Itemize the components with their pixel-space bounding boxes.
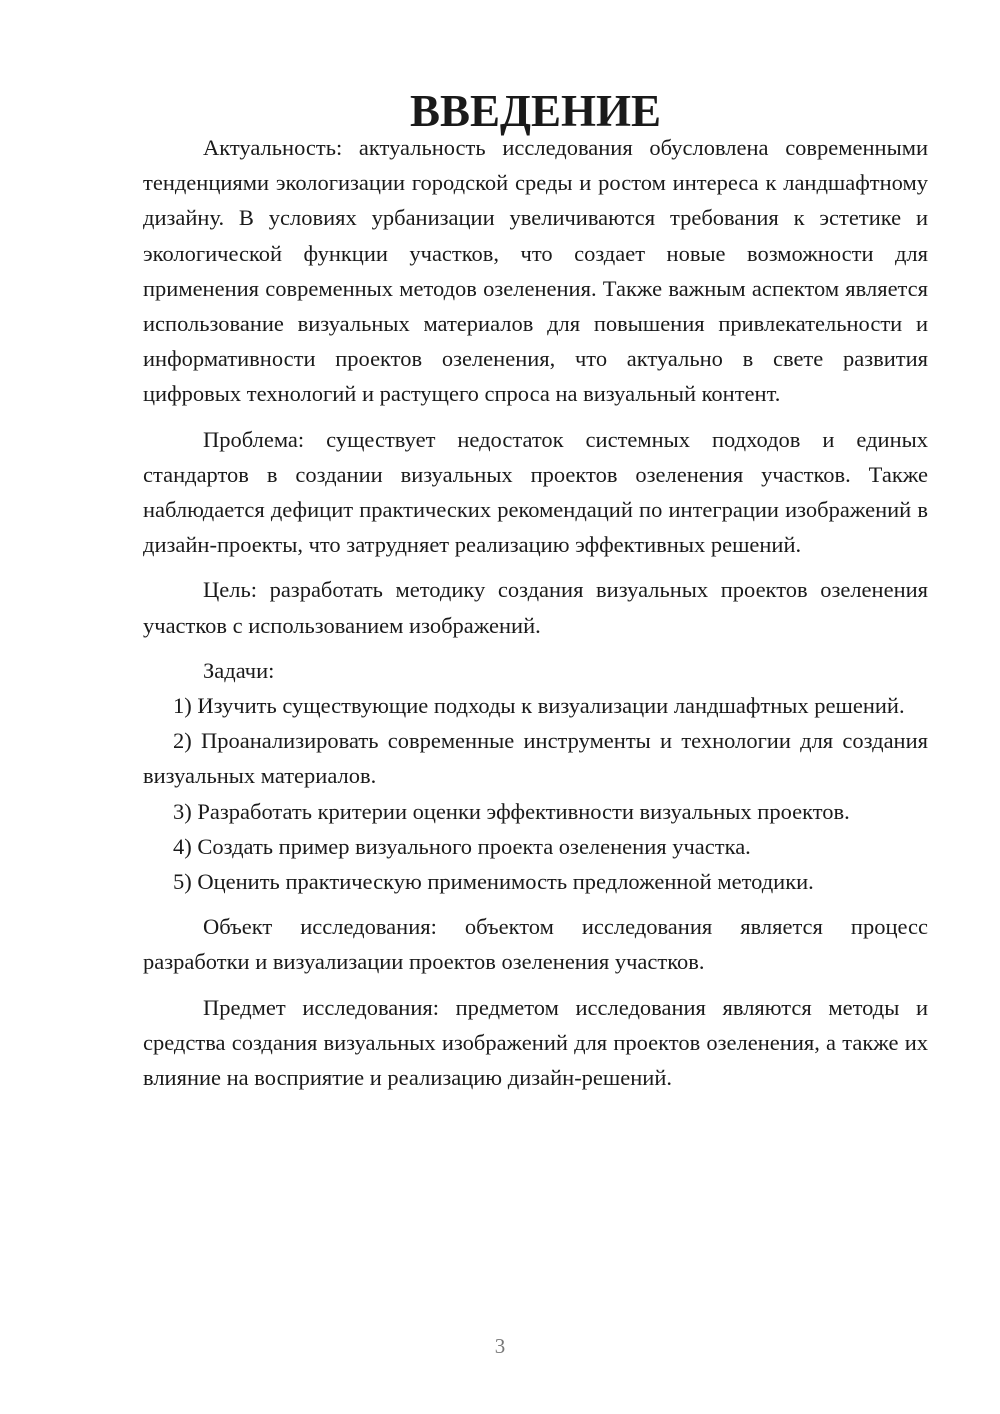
paragraph-goal: Цель: разработать методику создания визуальных проектов озеленения участков с использованием изображений.: [143, 577, 928, 638]
task-item-3: 3) Разработать критерии оценки эффективности визуальных проектов.: [173, 798, 850, 824]
section-title: ВВЕДЕНИЕ: [409, 86, 662, 136]
task-item-1: 1) Изучить существующие подходы к визуализации ландшафтных решений.: [173, 693, 905, 719]
paragraph-problem: Проблема: существует недостаток системных подходов и единых стандартов в создании визуальных проектов озеленения участков. Также наблюдается дефицит практических рекомендаций по интеграции изображений в дизайн-проекты, что затрудняет реализацию эффективных решений.: [143, 426, 928, 558]
page-number: 3: [494, 1334, 506, 1358]
paragraph-object: Объект исследования: объектом исследования является процесс разработки и визуализации проектов озеленения участков.: [143, 914, 928, 975]
task-item-2: 2) Проанализировать современные инструменты и технологии для создания визуальных материалов.: [143, 728, 928, 789]
task-item-5: 5) Оценить практическую применимость предложенной методики.: [173, 869, 814, 895]
paragraph-relevance: Актуальность: актуальность исследования обусловлена современными тенденциями экологизации городской среды и ростом интереса к ландшафтному дизайну. В условиях урбанизации увеличиваются требования к эстетике и экологической функции участков, что создает новые возможности для применения современных методов озеленения. Также важным аспектом является использование визуальных материалов для повышения привлекательности и информативности проектов озеленения, что актуально в свете развития цифровых технологий и растущего спроса на визуальный контент.: [143, 135, 928, 407]
page-content: [143, 86, 928, 1095]
tasks-heading: Задачи:: [203, 657, 275, 683]
task-item-4: 4) Создать пример визуального проекта озеленения участка.: [173, 833, 751, 859]
paragraph-subject: Предмет исследования: предметом исследования являются методы и средства создания визуальных изображений для проектов озеленения, а также их влияние на восприятие и реализацию дизайн-решений.: [143, 994, 928, 1091]
